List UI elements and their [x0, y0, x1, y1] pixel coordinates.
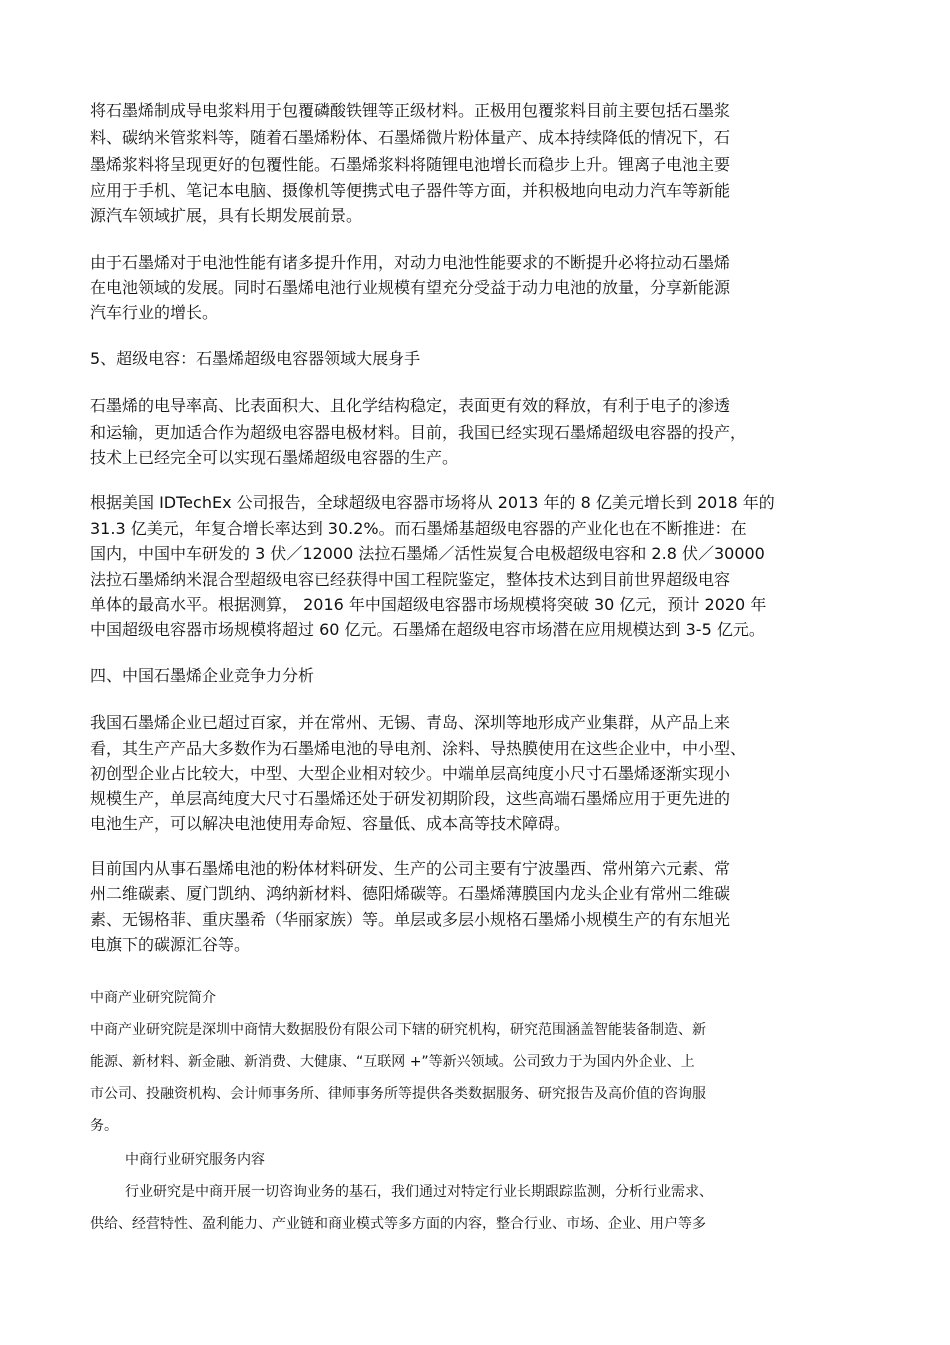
paragraph-4-line-6: 中国超级电容器市场规模将超过 60 亿元。石墨烯在超级电容市场潜在应用规模达到 3-5 亿元。 [90, 620, 765, 639]
paragraph-2-line-2: 在电池领域的发展。同时石墨烯电池行业规模有望充分受益于动力电池的放量，分享新能源 [90, 278, 731, 297]
paragraph-5-line-5: 电池生产，可以解决电池使用寿命短、容量低、成本高等技术障碍。 [90, 814, 571, 833]
paragraph-5-line-4: 规模生产，单层高纯度大尺寸石墨烯还处于研发初期阶段，这些高端石墨烯应用于更先进的 [90, 789, 731, 808]
paragraph-3-line-1: 石墨烯的电导率高、比表面积大、且化学结构稳定，表面更有效的释放，有利于电子的渗透 [90, 396, 731, 415]
paragraph-5-line-2: 看，其生产产品大多数作为石墨烯电池的导电剂、涂料、导热膜使用在这些企业中，中小型、 [90, 739, 747, 758]
paragraph-1-line-1: 将石墨烯制成导电浆料用于包覆磷酸铁锂等正级材料。正极用包覆浆料目前主要包括石墨浆 [90, 101, 731, 120]
paragraph-4-line-5: 单体的最高水平。根据测算， 2016 年中国超级电容器市场规模将突破 30 亿元，预计 2020 年 [90, 595, 767, 614]
paragraph-2-line-1: 由于石墨烯对于电池性能有诸多提升作用，对动力电池性能要求的不断提升必将拉动石墨烯 [90, 253, 731, 272]
intro-line-2: 能源、新材料、新金融、新消费、大健康、“互联网 +”等新兴领域。公司致力于为国内外企业、上 [90, 1054, 695, 1070]
paragraph-3-line-2: 和运输，更加适合作为超级电容器电极材料。目前，我国已经实现石墨烯超级电容器的投产， [90, 423, 747, 442]
intro-line-3: 市公司、投融资机构、会计师事务所、律师事务所等提供各类数据服务、研究报告及高价值的咨询服 [90, 1086, 706, 1102]
paragraph-4-line-3: 国内，中国中车研发的 3 伏／12000 法拉石墨烯／活性炭复合电极超级电容和 2.8 伏／30000 [90, 544, 765, 563]
section-4-heading: 四、中国石墨烯企业竞争力分析 [90, 666, 315, 685]
service-line-1: 行业研究是中商开展一切咨询业务的基石，我们通过对特定行业长期跟踪监测，分析行业需求、 [125, 1184, 713, 1200]
paragraph-4-line-2: 31.3 亿美元，年复合增长率达到 30.2%。而石墨烯基超级电容器的产业化也在不断推进：在 [90, 519, 747, 538]
paragraph-1-line-4: 应用于手机、笔记本电脑、摄像机等便携式电子器件等方面，并积极地向电动力汽车等新能 [90, 181, 731, 200]
paragraph-2-line-3: 汽车行业的增长。 [90, 303, 219, 322]
paragraph-4-line-4: 法拉石墨烯纳米混合型超级电容已经获得中国工程院鉴定，整体技术达到目前世界超级电容 [90, 570, 731, 589]
paragraph-6-line-1: 目前国内从事石墨烯电池的粉体材料研发、生产的公司主要有宁波墨西、常州第六元素、常 [90, 859, 731, 878]
intro-line-1: 中商产业研究院是深圳中商情大数据股份有限公司下辖的研究机构，研究范围涵盖智能装备制造、新 [90, 1022, 706, 1038]
section-5-heading: 5、超级电容：石墨烯超级电容器领域大展身手 [90, 349, 421, 368]
paragraph-5-line-1: 我国石墨烯企业已超过百家，并在常州、无锡、青岛、深圳等地形成产业集群，从产品上来 [90, 713, 731, 732]
intro-line-4: 务。 [90, 1118, 118, 1134]
paragraph-6-line-4: 电旗下的碳源汇谷等。 [90, 935, 251, 954]
paragraph-1-line-3: 墨烯浆料将呈现更好的包覆性能。石墨烯浆料将随锂电池增长而稳步上升。锂离子电池主要 [90, 155, 731, 174]
paragraph-1-line-2: 料、碳纳米管浆料等，随着石墨烯粉体、石墨烯微片粉体量产、成本持续降低的情况下，石 [90, 128, 731, 147]
paragraph-4-line-1: 根据美国 IDTechEx 公司报告，全球超级电容器市场将从 2013 年的 8 亿美元增长到 2018 年的 [90, 493, 775, 512]
intro-title: 中商产业研究院简介 [90, 990, 216, 1006]
paragraph-1-line-5: 源汽车领域扩展，具有长期发展前景。 [90, 206, 363, 225]
paragraph-6-line-2: 州二维碳素、厦门凯纳、鸿纳新材料、德阳烯碳等。石墨烯薄膜国内龙头企业有常州二维碳 [90, 884, 731, 903]
paragraph-3-line-3: 技术上已经完全可以实现石墨烯超级电容器的生产。 [90, 448, 459, 467]
paragraph-6-line-3: 素、无锡格菲、重庆墨希（华丽家族）等。单层或多层小规格石墨烯小规模生产的有东旭光 [90, 910, 731, 929]
service-line-2: 供给、经营特性、盈利能力、产业链和商业模式等多方面的内容，整合行业、市场、企业、用户等多 [90, 1216, 706, 1232]
service-title: 中商行业研究服务内容 [125, 1152, 265, 1168]
paragraph-5-line-3: 初创型企业占比较大，中型、大型企业相对较少。中端单层高纯度小尺寸石墨烯逐渐实现小 [90, 764, 731, 783]
